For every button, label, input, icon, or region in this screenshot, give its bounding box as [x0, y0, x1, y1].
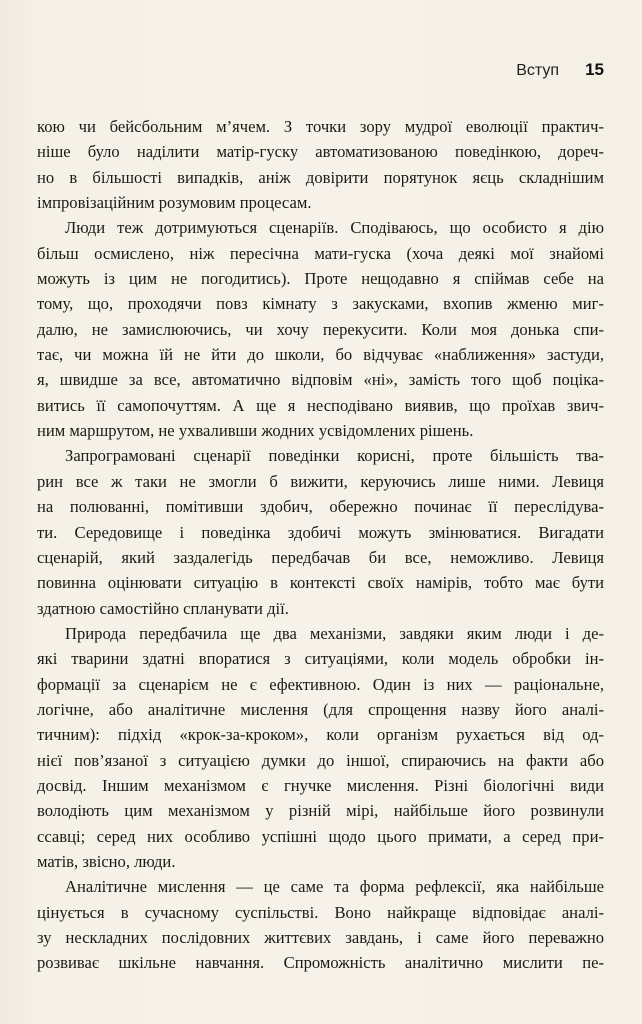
text-line: ссавці; серед них особливо успішні щодо цього примати, а серед при- — [37, 826, 604, 846]
text-line: цінується в сучасному суспільстві. Воно найкраще відповідає аналі- — [37, 902, 604, 922]
text-line: витись її самопочуттям. А ще я несподівано виявив, що проїхав звич- — [37, 395, 604, 415]
text-line: но в більшості випадків, аніж довірити порятунок яєць складнішим — [37, 167, 604, 187]
text-line: нієї пов’язаної з ситуацією думки до іншої, спираючись на факти або — [37, 750, 604, 770]
text-line: тичним): підхід «крок-за-кроком», коли організм рухається від од- — [37, 725, 604, 745]
text-line: зу нескладних послідовних життєвих завдань, і саме його переважно — [37, 928, 604, 947]
text-line: більш осмислено, ніж пересічна мати-гуска (хоча деякі мої знайомі — [37, 243, 604, 263]
text-line: тому, що, проходячи повз кімнату з закусками, вхопив жменю миг- — [37, 294, 604, 314]
text-line: ти. Середовище і поведінка здобичі можуть змінюватися. Вигадати — [37, 522, 604, 542]
text-line: здатною самостійно спланувати дії. — [37, 598, 289, 618]
paragraph — [37, 443, 604, 620]
text-line: які тварини здатні впоратися з ситуаціями, коли модель обробки ін- — [37, 649, 604, 669]
text-line: я, швидше за все, автоматично відповім «ні», замість того щоб поціка- — [37, 370, 604, 390]
text-line: володіють цим механізмом у різній мірі, найбільше його розвинули — [37, 801, 604, 821]
text-line: на полюванні, помітивши здобич, обережно починає її переслідува- — [37, 497, 604, 517]
text-line: Люди теж дотримуються сценаріїв. Сподіваюсь, що особисто я дію — [65, 218, 604, 238]
text-line: матів, звісно, люди. — [37, 851, 176, 871]
body-text — [37, 114, 604, 976]
text-line: Запрограмовані сценарії поведінки корисні, проте більшість тва- — [65, 446, 604, 466]
text-line: сценарій, який заздалегідь передбачав би все, неможливо. Левиця — [37, 547, 604, 567]
text-line: можуть із цим не погодитись). Проте нещодавно я спіймав себе на — [37, 269, 604, 289]
text-line: ним маршрутом, не ухваливши жодних усвідомлених рішень. — [37, 421, 474, 441]
paragraph — [37, 215, 604, 443]
text-line: повинна оцінювати ситуацію в контексті своїх намірів, тобто має бути — [37, 573, 604, 593]
text-line: Природа передбачила ще два механізми, завдяки яким люди і де- — [65, 623, 604, 643]
text-line: імпровізаційним розумовим процесам. — [37, 193, 312, 213]
section-title: Вступ — [516, 62, 560, 79]
page-number: 15 — [585, 60, 604, 79]
text-line: рин все ж таки не змогли б вижити, керуючись лише ними. Левиця — [37, 471, 604, 491]
text-line: кою чи бейсбольним м’ячем. З точки зору мудрої еволюції практич- — [37, 117, 604, 136]
text-line: розвиває шкільне навчання. Спроможність аналітично мислити пе- — [37, 953, 604, 973]
paragraph — [37, 621, 604, 874]
text-line: тає, чи можна їй не йти до школи, бо відчуває «наближення» застуди, — [37, 345, 604, 365]
running-header — [516, 60, 604, 80]
text-line: формації за сценарієм не є ефективною. Один із них — раціональне, — [37, 674, 604, 694]
text-line: досвід. Іншим механізмом є гнучке мислення. Різні біологічні види — [37, 775, 604, 795]
text-line: логічне, або аналітичне мислення (для спрощення назву його аналі- — [37, 699, 604, 719]
paragraph — [37, 874, 604, 975]
text-line: далю, не замислюючись, чи хочу перекусити. Коли моя донька спи- — [37, 319, 604, 339]
text-line: ніше було наділити матір-гуску автоматизованою поведінкою, дореч- — [37, 142, 604, 162]
paragraph — [37, 114, 604, 215]
text-line: Аналітичне мислення — це саме та форма рефлексії, яка найбільше — [65, 877, 604, 897]
